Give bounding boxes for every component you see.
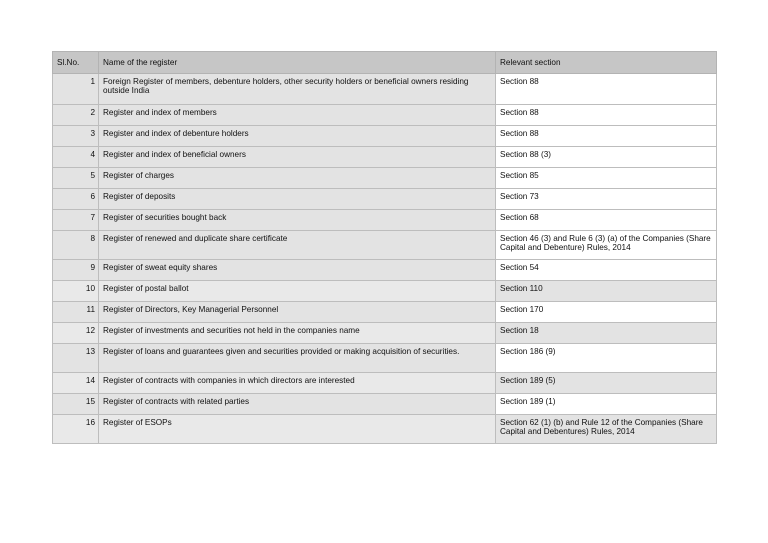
register-name-cell <box>99 373 496 394</box>
register-name-cell <box>99 74 496 105</box>
register-name-cell-text: Foreign Register of members, debenture holders, other security holders or beneficial owners residing outside India <box>103 77 469 95</box>
relevant-section-cell-text: Section 62 (1) (b) and Rule 12 of the Companies (Share Capital and Debentures) Rules, 2014 <box>500 418 703 436</box>
relevant-section-cell <box>496 344 717 373</box>
sl-no-cell-text: 2 <box>90 108 95 117</box>
relevant-section-cell <box>496 302 717 323</box>
relevant-section-cell-text: Section 189 (1) <box>500 397 556 406</box>
relevant-section-cell-text: Section 189 (5) <box>500 376 556 385</box>
sl-no-cell-text: 15 <box>85 397 95 406</box>
table-row <box>53 105 717 126</box>
sl-no-cell-text: 11 <box>86 305 95 314</box>
relevant-section-cell <box>496 105 717 126</box>
sl-no-cell-text: 1 <box>90 77 95 86</box>
table-row <box>53 168 717 189</box>
sl-no-cell-text: 9 <box>90 263 95 272</box>
register-name-cell-text: Register of ESOPs <box>103 418 172 427</box>
relevant-section-cell-text: Section 88 (3) <box>500 150 551 159</box>
register-name-cell-text: Register of contracts with companies in which directors are interested <box>103 376 355 385</box>
sl-no-cell <box>53 126 99 147</box>
relevant-section-cell-text: Section 73 <box>500 192 539 201</box>
register-name-cell <box>99 281 496 302</box>
relevant-section-cell-text: Section 88 <box>500 77 539 86</box>
register-name-cell <box>99 189 496 210</box>
relevant-section-cell <box>496 323 717 344</box>
sl-no-cell <box>53 189 99 210</box>
table-header-row <box>53 52 717 74</box>
relevant-section-cell <box>496 210 717 231</box>
relevant-section-cell <box>496 281 717 302</box>
sl-no-cell <box>53 168 99 189</box>
register-name-cell <box>99 344 496 373</box>
relevant-section-cell-text: Section 54 <box>500 263 539 272</box>
sl-no-cell-text: 3 <box>90 129 95 138</box>
relevant-section-cell <box>496 394 717 415</box>
relevant-section-cell <box>496 189 717 210</box>
table-row <box>53 302 717 323</box>
table-row <box>53 74 717 105</box>
register-name-cell <box>99 302 496 323</box>
sl-no-cell <box>53 415 99 444</box>
sl-no-cell-text: 13 <box>85 347 95 356</box>
relevant-section-cell-text: Section 110 <box>500 284 543 293</box>
table-row <box>53 126 717 147</box>
sl-no-cell <box>53 74 99 105</box>
table-row <box>53 189 717 210</box>
register-name-cell <box>99 415 496 444</box>
sl-no-cell <box>53 231 99 260</box>
sl-no-cell <box>53 147 99 168</box>
register-name-cell <box>99 231 496 260</box>
relevant-section-cell-text: Section 18 <box>500 326 539 335</box>
sl-no-cell <box>53 210 99 231</box>
register-name-cell-text: Register of renewed and duplicate share certificate <box>103 234 288 243</box>
relevant-section-cell <box>496 373 717 394</box>
sl-no-cell <box>53 281 99 302</box>
table-row <box>53 210 717 231</box>
table-row <box>53 415 717 444</box>
header-sl-no: Sl.No. <box>53 52 99 74</box>
sl-no-cell-text: 7 <box>90 213 95 222</box>
sl-no-cell-text: 8 <box>90 234 95 243</box>
sl-no-cell <box>53 373 99 394</box>
register-name-cell-text: Register of Directors, Key Managerial Personnel <box>103 305 279 314</box>
sl-no-cell <box>53 105 99 126</box>
relevant-section-cell <box>496 126 717 147</box>
register-name-cell-text: Register of contracts with related parties <box>103 397 250 406</box>
relevant-section-cell-text: Section 68 <box>500 213 539 222</box>
register-name-cell <box>99 323 496 344</box>
relevant-section-cell <box>496 147 717 168</box>
sl-no-cell-text: 6 <box>90 192 95 201</box>
sl-no-cell <box>53 394 99 415</box>
relevant-section-cell <box>496 260 717 281</box>
table-row <box>53 147 717 168</box>
relevant-section-cell-text: Section 85 <box>500 171 539 180</box>
sl-no-cell-text: 10 <box>85 284 95 293</box>
table-row <box>53 260 717 281</box>
register-name-cell <box>99 147 496 168</box>
header-register-name: Name of the register <box>99 52 496 74</box>
relevant-section-cell <box>496 74 717 105</box>
register-name-cell <box>99 394 496 415</box>
sl-no-cell-text: 5 <box>90 171 95 180</box>
table-row <box>53 281 717 302</box>
relevant-section-cell-text: Section 88 <box>500 129 539 138</box>
relevant-section-cell-text: Section 170 <box>500 305 544 314</box>
sl-no-cell <box>53 302 99 323</box>
register-name-cell-text: Register and index of debenture holders <box>103 129 249 138</box>
relevant-section-cell-text: Section 186 (9) <box>500 347 556 356</box>
register-name-cell <box>99 168 496 189</box>
register-name-cell-text: Register of charges <box>103 171 174 180</box>
relevant-section-cell <box>496 415 717 444</box>
register-name-cell-text: Register of investments and securities not held in the companies name <box>103 326 360 335</box>
table-row <box>53 323 717 344</box>
register-name-cell-text: Register of sweat equity shares <box>103 263 218 272</box>
register-name-cell <box>99 260 496 281</box>
table-row <box>53 373 717 394</box>
sl-no-cell <box>53 260 99 281</box>
register-name-cell <box>99 126 496 147</box>
table-row <box>53 231 717 260</box>
register-name-cell-text: Register of loans and guarantees given and securities provided or making acquisition of securities. <box>103 347 460 356</box>
sl-no-cell-text: 14 <box>85 376 95 385</box>
register-name-cell <box>99 105 496 126</box>
register-name-cell-text: Register of postal ballot <box>103 284 189 293</box>
relevant-section-cell-text: Section 46 (3) and Rule 6 (3) (a) of the Companies (Share Capital and Debenture) Rules, 2014 <box>500 234 711 252</box>
header-relevant-section: Relevant section <box>496 52 717 74</box>
register-name-cell-text: Register and index of members <box>103 108 217 117</box>
sl-no-cell <box>53 344 99 373</box>
register-name-cell <box>99 210 496 231</box>
table-row <box>53 344 717 373</box>
register-name-cell-text: Register and index of beneficial owners <box>103 150 246 159</box>
sl-no-cell-text: 12 <box>85 326 95 335</box>
registers-table <box>52 51 717 444</box>
relevant-section-cell <box>496 231 717 260</box>
sl-no-cell <box>53 323 99 344</box>
relevant-section-cell <box>496 168 717 189</box>
relevant-section-cell-text: Section 88 <box>500 108 539 117</box>
sl-no-cell-text: 4 <box>90 150 95 159</box>
table-row <box>53 394 717 415</box>
register-name-cell-text: Register of securities bought back <box>103 213 227 222</box>
sl-no-cell-text: 16 <box>85 418 95 427</box>
register-name-cell-text: Register of deposits <box>103 192 176 201</box>
